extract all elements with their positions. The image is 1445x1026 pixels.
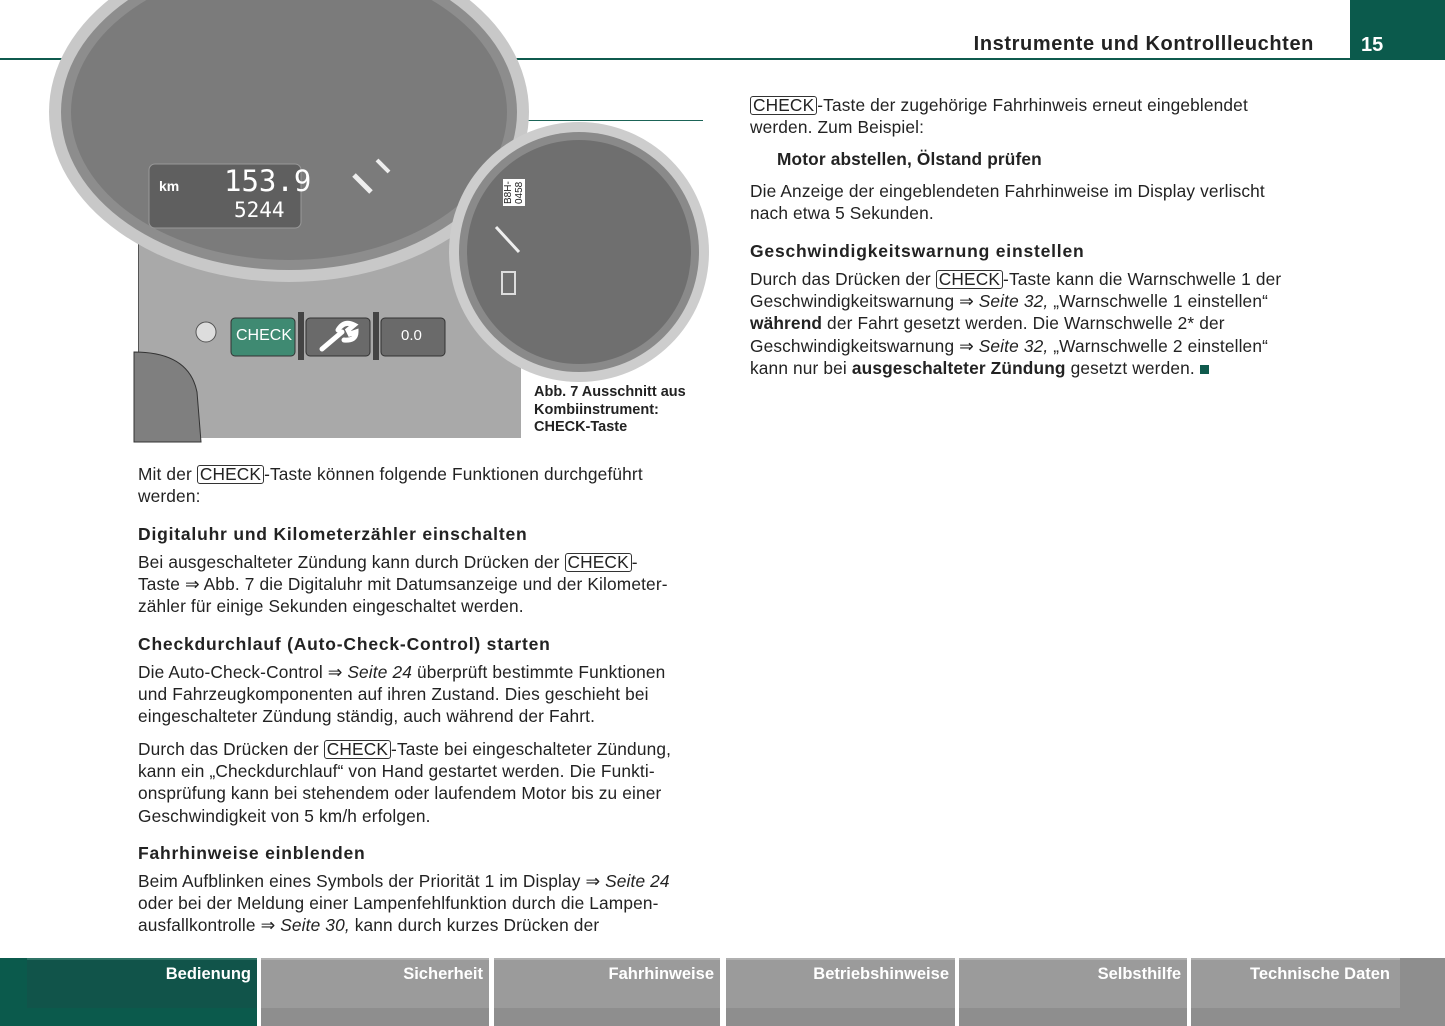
page-number: 15 bbox=[1361, 34, 1384, 56]
page-reference: Seite 30, bbox=[280, 915, 350, 936]
text-segment: -Taste kann die Warnschwelle 1 der bbox=[1003, 269, 1282, 289]
page-reference: Seite 32, bbox=[978, 291, 1049, 312]
check-key-symbol: CHECK bbox=[750, 96, 817, 115]
check-key-symbol: CHECK bbox=[324, 740, 391, 759]
text-line bbox=[138, 595, 668, 617]
text-segment: Geschwindigkeitswarnung ⇒ bbox=[750, 291, 979, 312]
text-segment: zähler für einige Sekunden eingeschaltet werden. bbox=[138, 596, 524, 617]
paragraph-geschwindigkeitswarnung bbox=[750, 268, 1281, 379]
display-trip: 153.9 bbox=[224, 164, 312, 198]
figure-code: B8H-0458 bbox=[503, 181, 525, 204]
text-segment: überprüft bestimmte Funktionen bbox=[412, 662, 666, 682]
tab-label: Sicherheit bbox=[403, 965, 483, 983]
check-button-label: CHECK bbox=[236, 327, 293, 344]
tab-selbsthilfe[interactable] bbox=[959, 958, 1187, 1026]
text-segment: kann ein „Checkdurchlauf“ von Hand gestartet werden. Die Funkti- bbox=[138, 761, 655, 782]
paragraph-auto-check bbox=[138, 661, 665, 728]
heading-checkdurchlauf: Checkdurchlauf (Auto-Check-Control) starten bbox=[138, 634, 551, 654]
text-line bbox=[138, 551, 668, 573]
check-key-symbol: CHECK bbox=[565, 553, 632, 572]
text-line bbox=[750, 94, 1248, 116]
text-segment: oder bei der Meldung einer Lampenfehlfunktion durch die Lampen- bbox=[138, 893, 659, 914]
text-segment: und Fahrzeugkomponenten auf ihren Zustand. Dies geschieht bei bbox=[138, 684, 649, 705]
page-reference: Seite 24 bbox=[605, 871, 670, 891]
intro-paragraph bbox=[138, 463, 643, 507]
text-line bbox=[750, 116, 1248, 138]
text-segment: der Fahrt gesetzt werden. Die Warnschwelle 2* der bbox=[822, 313, 1225, 334]
text-line bbox=[750, 357, 1281, 379]
text-line bbox=[138, 705, 665, 727]
tab-label: Technische Daten bbox=[1250, 965, 1390, 983]
text-segment: -Taste der zugehörige Fahrhinweis erneut eingeblendet bbox=[817, 95, 1248, 115]
check-key-symbol: CHECK bbox=[197, 465, 264, 484]
check-key-symbol: CHECK bbox=[936, 270, 1003, 289]
figure-instrument-cluster bbox=[138, 151, 525, 437]
text-line bbox=[138, 805, 671, 827]
text-line bbox=[750, 312, 1281, 334]
text-segment: Geschwindigkeitswarnung ⇒ bbox=[750, 335, 979, 356]
text-segment: -Taste können folgende Funktionen durchgeführt bbox=[264, 464, 643, 484]
page-number-box bbox=[1350, 0, 1445, 60]
text-segment: werden. Zum Beispiel: bbox=[750, 117, 925, 138]
text-segment: ausgeschalteter Zündung bbox=[851, 357, 1066, 378]
chapter-title: Instrumente und Kontrollleuchten bbox=[973, 33, 1314, 55]
tab-bedienung[interactable] bbox=[0, 958, 257, 1026]
text-segment: gesetzt werden. bbox=[1065, 357, 1195, 378]
text-line bbox=[138, 760, 671, 782]
tab-betriebshinweise[interactable] bbox=[726, 958, 955, 1026]
text-line bbox=[138, 463, 643, 485]
text-segment: „Warnschwelle 2 einstellen“ bbox=[1048, 335, 1268, 356]
text-segment: Die Auto-Check-Control ⇒ bbox=[138, 662, 348, 682]
text-line bbox=[138, 573, 668, 595]
text-line bbox=[138, 738, 671, 760]
text-line bbox=[750, 268, 1281, 290]
tab-label: Betriebshinweise bbox=[813, 965, 949, 983]
display-odometer: 5244 bbox=[234, 198, 285, 222]
caption-line: Abb. 7 Ausschnitt aus bbox=[534, 384, 686, 400]
paragraph-check-continued bbox=[750, 94, 1248, 138]
paragraph-digitaluhr bbox=[138, 551, 668, 618]
heading-digitaluhr: Digitaluhr und Kilometerzähler einschalten bbox=[138, 524, 528, 544]
tab-label: Selbsthilfe bbox=[1097, 965, 1181, 983]
text-segment: nach etwa 5 Sekunden. bbox=[750, 203, 934, 224]
text-segment: kann nur bei bbox=[750, 357, 852, 378]
text-line bbox=[750, 335, 1281, 357]
text-line bbox=[138, 892, 670, 914]
paragraph-fahrhinweise bbox=[138, 870, 670, 937]
page-reference: Seite 24 bbox=[347, 662, 412, 682]
text-segment: Geschwindigkeit von 5 km/h erfolgen. bbox=[138, 805, 431, 826]
end-of-section-icon bbox=[1200, 365, 1209, 374]
text-segment: Die Anzeige der eingeblendeten Fahrhinweise im Display verlischt bbox=[750, 181, 1265, 201]
text-segment: kann durch kurzes Drücken der bbox=[349, 915, 600, 936]
text-segment: Durch das Drücken der bbox=[750, 269, 936, 289]
page-reference: Seite 32, bbox=[978, 335, 1049, 356]
tab-label: Bedienung bbox=[165, 965, 251, 983]
tab-technische-daten[interactable] bbox=[1191, 958, 1445, 1026]
text-segment: werden: bbox=[138, 486, 201, 507]
example-message: Motor abstellen, Ölstand prüfen bbox=[777, 149, 1042, 169]
text-line bbox=[750, 180, 1265, 202]
text-line bbox=[138, 683, 665, 705]
text-line bbox=[138, 914, 670, 936]
text-segment: -Taste bei eingeschalteter Zündung, bbox=[391, 739, 672, 759]
display-unit: km bbox=[159, 178, 180, 194]
text-segment: Mit der bbox=[138, 464, 197, 484]
text-line bbox=[138, 485, 643, 507]
text-line bbox=[138, 661, 665, 683]
text-segment: onsprüfung kann bei stehendem oder laufendem Motor bis zu einer bbox=[138, 783, 662, 804]
figure-caption bbox=[534, 384, 686, 437]
caption-line: CHECK-Taste bbox=[534, 419, 628, 435]
text-segment: während bbox=[750, 313, 823, 334]
tab-label: Fahrhinweise bbox=[608, 965, 714, 983]
text-segment: Durch das Drücken der bbox=[138, 739, 324, 759]
text-segment: eingeschalteter Zündung ständig, auch während der Fahrt. bbox=[138, 706, 596, 727]
paragraph-checkdurchlauf bbox=[138, 738, 671, 827]
tab-sicherheit[interactable] bbox=[261, 958, 489, 1026]
text-segment: Beim Aufblinken eines Symbols der Priorität 1 im Display ⇒ bbox=[138, 871, 606, 891]
heading-geschwindigkeitswarnung: Geschwindigkeitswarnung einstellen bbox=[750, 241, 1085, 261]
heading-fahrhinweise: Fahrhinweise einblenden bbox=[138, 843, 366, 863]
text-line bbox=[138, 782, 671, 804]
text-line bbox=[750, 290, 1281, 312]
text-line bbox=[138, 870, 670, 892]
tab-fahrhinweise[interactable] bbox=[494, 958, 720, 1026]
text-line bbox=[750, 202, 1265, 224]
caption-line: Kombiinstrument: bbox=[534, 401, 659, 418]
text-segment: „Warnschwelle 1 einstellen“ bbox=[1048, 291, 1268, 312]
reset-button-label: 0.0 bbox=[401, 327, 422, 344]
text-segment: Bei ausgeschalteter Zündung kann durch Drücken der bbox=[138, 552, 565, 572]
text-segment: Taste ⇒ Abb. 7 die Digitaluhr mit Datumsanzeige und der Kilometer- bbox=[138, 574, 668, 595]
text-segment: ausfallkontrolle ⇒ bbox=[138, 915, 281, 936]
text-segment: - bbox=[631, 552, 638, 572]
paragraph-display-timeout bbox=[750, 180, 1265, 224]
